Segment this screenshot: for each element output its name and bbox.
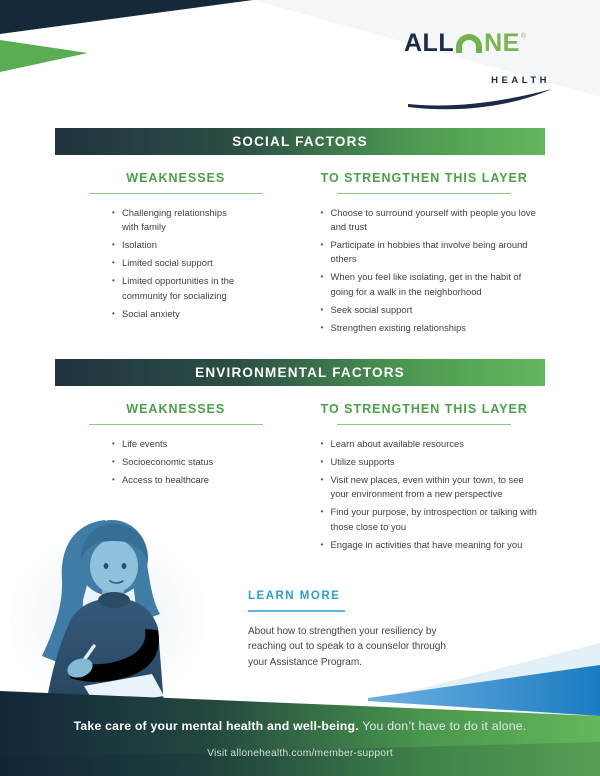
bullet-item: • Limited opportunities in the community for socializing — [111, 274, 244, 302]
strengthen-list — [304, 206, 546, 335]
header-green-triangle — [0, 40, 88, 72]
heading-underline — [337, 193, 511, 194]
logo-text-all: ALL — [404, 29, 455, 57]
section-title: ENVIRONMENTAL FACTORS — [195, 365, 405, 380]
footer-headline-rest: You don’t have to do it alone. — [362, 719, 527, 733]
section-columns — [55, 158, 545, 351]
bullet-item: • Limited social support — [111, 256, 244, 270]
header-navy-shape — [0, 0, 253, 34]
strengthen-column — [304, 158, 546, 351]
strengthen-heading: TO STRENGTHEN THIS LAYER — [320, 171, 528, 185]
weaknesses-list — [55, 206, 297, 321]
section-title: SOCIAL FACTORS — [232, 134, 368, 149]
learn-more-text: About how to strengthen your resiliency by reaching out to speak to a counselor through your Assistance Program. — [248, 625, 446, 668]
bullet-item: • Social anxiety — [111, 307, 244, 321]
weaknesses-heading: WEAKNESSES — [126, 171, 226, 185]
registered-mark: ® — [520, 33, 527, 40]
heading-underline — [337, 424, 511, 425]
bullet-item: • Strengthen existing relationships — [320, 321, 543, 335]
weaknesses-list — [55, 437, 297, 487]
logo-swoosh-icon — [406, 88, 554, 112]
section-title-bar — [55, 128, 545, 155]
weaknesses-heading: WEAKNESSES — [126, 402, 226, 416]
heading-underline — [89, 193, 263, 194]
bullet-item: • Participate in hobbies that involve being around others — [320, 238, 543, 266]
strengthen-heading: TO STRENGTHEN THIS LAYER — [320, 402, 528, 416]
strengthen-list — [304, 437, 546, 552]
logo-o-arch-icon — [456, 34, 482, 53]
strengthen-column — [304, 389, 546, 568]
bullet-item: • Access to healthcare — [111, 473, 244, 487]
section-title-bar — [55, 359, 545, 386]
bullet-item: • Challenging relationships with family — [111, 206, 244, 234]
bullet-item: • Life events — [111, 437, 244, 451]
footer-headline — [0, 719, 600, 733]
allone-health-logo — [404, 29, 552, 86]
logo-wordmark — [404, 29, 552, 57]
heading-underline — [89, 424, 263, 425]
bullet-item: • Utilize supports — [320, 455, 543, 469]
learn-more-underline — [248, 610, 345, 612]
footer-visit-link[interactable]: Visit allonehealth.com/member-support — [207, 748, 393, 759]
bullet-item: • Find your purpose, by introspection or talking with those close to you — [320, 505, 543, 533]
bullet-item: • Seek social support — [320, 303, 543, 317]
bullet-item: • Choose to surround yourself with people you love and trust — [320, 206, 543, 234]
logo-text-ne: NE — [484, 29, 520, 57]
bullet-item: • Engage in activities that have meaning for you — [320, 538, 543, 552]
learn-more-label[interactable]: LEARN MORE — [248, 590, 341, 602]
bullet-item: • When you feel like isolating, get in the habit of going for a walk in the neighborhood — [320, 270, 543, 298]
bullet-item: • Socioeconomic status — [111, 455, 244, 469]
footer-headline-bold: Take care of your mental health and well-being. — [73, 719, 359, 733]
weaknesses-column — [55, 158, 297, 351]
bullet-item: • Isolation — [111, 238, 244, 252]
bullet-item: • Learn about available resources — [320, 437, 543, 451]
bullet-item: • Visit new places, even within your town, to see your environment from a new perspective — [320, 473, 543, 501]
section-social-factors — [55, 128, 545, 351]
logo-text-health: HEALTH — [491, 75, 550, 86]
